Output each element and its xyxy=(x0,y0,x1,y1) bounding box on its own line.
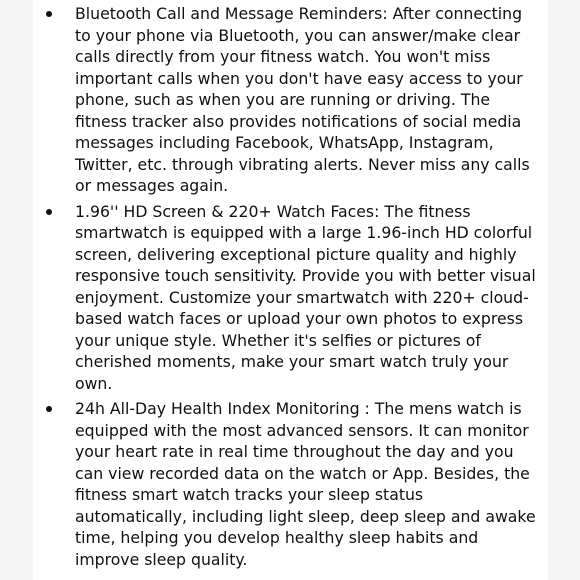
feature-bullet-list xyxy=(75,3,538,570)
feature-bullets-panel xyxy=(33,0,548,580)
feature-bullet-health-monitoring xyxy=(75,398,538,570)
feature-bullet-text: 24h All-Day Health Index Monitoring : The mens watch is equipped with the most advanced sensors. It can monitor your heart rate in real time throughout the day and you can view recorded data on the watch or App. Besides, the fitness smart watch tracks your sleep status automatically, including light sleep, deep sleep and awake time, helping you develop healthy sleep habits and improve sleep quality. xyxy=(75,399,536,569)
bullet-dot-icon xyxy=(46,209,52,215)
feature-bullet-text: 1.96'' HD Screen & 220+ Watch Faces: The fitness smartwatch is equipped with a large 1.96-inch HD colorful screen, delivering exceptional picture quality and highly responsive touch sensitivity. Provide you with better visual enjoyment. Customize your smartwatch with 220+ cloud-based watch faces or upload your own photos to express your unique style. Whether it's selfies or pictures of cherished moments, make your smart watch truly your own. xyxy=(75,201,536,393)
feature-bullet-bluetooth-call xyxy=(75,3,538,197)
bullet-dot-icon xyxy=(46,406,52,412)
feature-bullet-text: Bluetooth Call and Message Reminders: After connecting to your phone via Bluetooth, you can answer/make clear calls directly from your fitness watch. You won't miss important calls when you don't have easy access to your phone, such as when you are running or driving. The fitness tracker also provides notifications of social media messages including Facebook, WhatsApp, Instagram, Twitter, etc. through vibrating alerts. Never miss any calls or messages again. xyxy=(75,4,530,195)
feature-bullet-hd-screen xyxy=(75,201,538,395)
bullet-dot-icon xyxy=(46,11,52,17)
